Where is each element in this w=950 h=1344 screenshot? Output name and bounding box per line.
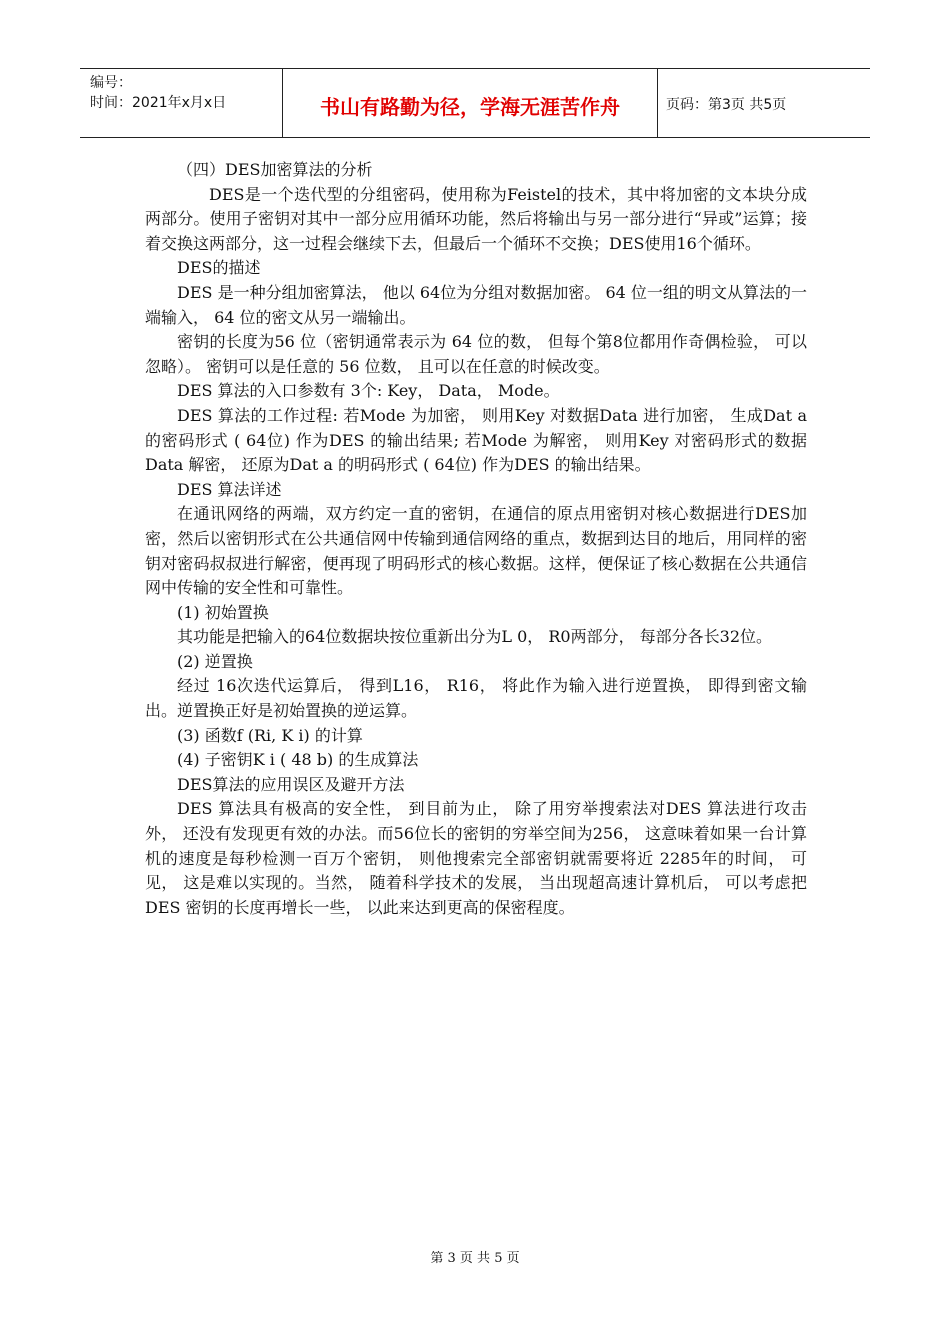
subheading-detail: DES 算法详述 <box>177 479 282 499</box>
document-body <box>145 158 807 920</box>
page-header <box>80 68 870 138</box>
subheading-description: DES的描述 <box>177 258 261 278</box>
paragraph-detail: 在通讯网络的两端，双方约定一直的密钥，在通信的原点用密钥对核心数据进行DES加密，然后以密钥形式在公共通信网中传输到通信网络的重点，数据到达目的地后，用同样的密钥对密码叔叔进行解密，便再现了明码形式的核心数据。这样，便保证了核心数据在公共通信网中传输的安全性和可靠性。 <box>145 504 807 598</box>
document-time-label: 时间：2021年x月x日 <box>90 95 227 111</box>
paragraph-initial-permutation: 其功能是把输入的64位数据块按位重新出分为L 0， R0两部分， 每部分各长32位。 <box>177 627 773 647</box>
paragraph-intro: DES是一个迭代型的分组密码，使用称为Feistel的技术，其中将加密的文本块分成两部分。使用子密钥对其中一部分应用循环功能，然后将输出与另一部分进行“异或”运算；接着交换这两部分，这一过程会继续下去，但最后一个循环不交换；DES使用16个循环。 <box>145 184 807 253</box>
header-page-cell <box>658 69 870 137</box>
header-meta-cell <box>80 69 283 137</box>
document-number-label: 编号： <box>90 75 132 91</box>
subheading-inverse-permutation: (2) 逆置换 <box>177 651 253 671</box>
subheading-misuse: DES算法的应用误区及避开方法 <box>177 774 405 794</box>
page-footer: 第 3 页 共 5 页 <box>430 1251 520 1266</box>
paragraph-description-4: DES 算法的工作过程: 若Mode 为加密， 则用Key 对数据Data 进行加密， 生成Dat a 的密码形式 ( 64位) 作为DES 的输出结果; 若Mode 为解密， 则用Key 对密码形式的数据Data 解密， 还原为Dat a 的明码形式 ( 64位) 作为DES 的输出结果。 <box>145 405 807 475</box>
header-slogan: 书山有路勤为径，学海无涯苦作舟 <box>320 95 620 119</box>
paragraph-description-1: DES 是一种分组加密算法， 他以 64位为分组对数据加密。 64 位一组的明文从算法的一端输入， 64 位的密文从另一端输出。 <box>145 282 807 327</box>
paragraph-description-2: 密钥的长度为56 位（密钥通常表示为 64 位的数， 但每个第8位都用作奇偶检验， 可以忽略）。 密钥可以是任意的 56 位数， 且可以在任意的时候改变。 <box>145 332 807 376</box>
section-title: （四）DES加密算法的分析 <box>177 160 373 179</box>
subheading-initial-permutation: (1) 初始置换 <box>177 602 269 622</box>
header-page-number: 页码：第3页 共5页 <box>666 97 787 113</box>
subheading-subkey: (4) 子密钥K i ( 48 b) 的生成算法 <box>177 750 419 770</box>
subheading-function-f: (3) 函数f (Ri, K i) 的计算 <box>177 725 363 745</box>
paragraph-description-3: DES 算法的入口参数有 3个: Key， Data， Mode。 <box>177 381 560 401</box>
paragraph-misuse: DES 算法具有极高的安全性， 到目前为止， 除了用穷举搜索法对DES 算法进行攻击外， 还没有发现更有效的办法。而56位长的密钥的穷举空间为256， 这意味着如果一台计算机的速度是每秒检测一百万个密钥， 则他搜索完全部密钥就需要将近 2285年的时间， 可见， 这是难以实现的。当然， 随着科学技术的发展， 当出现超高速计算机后， 可以考虑把DES 密钥的长度再增长一些， 以此来达到更高的保密程度。 <box>145 799 807 917</box>
paragraph-inverse-permutation: 经过 16次迭代运算后， 得到L16， R16， 将此作为输入进行逆置换， 即得到密文输出。逆置换正好是初始置换的逆运算。 <box>145 676 807 721</box>
header-slogan-cell <box>283 69 658 137</box>
